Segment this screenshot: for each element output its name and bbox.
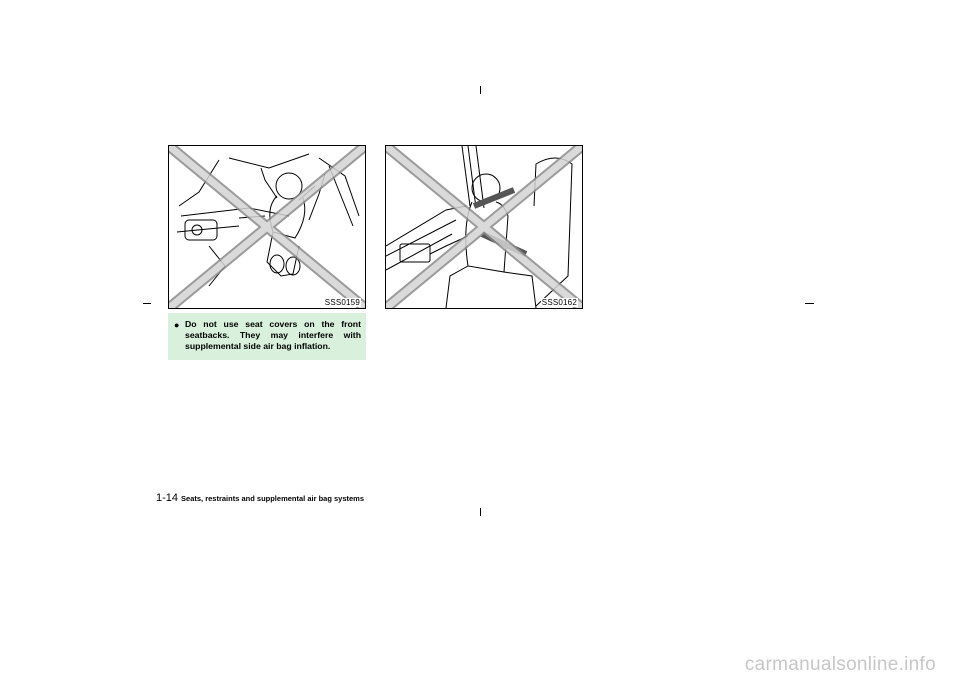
child-seatbelt-illustration bbox=[386, 146, 582, 308]
warning-note bbox=[168, 313, 366, 360]
figure-code: SSS0162 bbox=[541, 298, 577, 307]
figure-code: SSS0159 bbox=[324, 298, 360, 307]
figure-child-dashboard bbox=[168, 145, 366, 309]
crop-mark-bottom bbox=[480, 508, 481, 516]
watermark: carmanualsonline.info bbox=[744, 654, 936, 675]
crop-mark-right bbox=[805, 303, 814, 304]
figure-child-seatbelt bbox=[385, 145, 583, 309]
section-title: Seats, restraints and supplemental air bag systems bbox=[181, 494, 365, 503]
bullet-icon: ● bbox=[174, 320, 180, 330]
page-footer bbox=[156, 488, 364, 506]
page-number: 1-14 bbox=[156, 492, 179, 504]
child-dashboard-illustration bbox=[169, 146, 365, 308]
warning-note-text: Do not use seat covers on the front seatbacks. They may interfere with supplemental side air bag inflation. bbox=[185, 319, 361, 351]
crop-mark-top bbox=[480, 86, 481, 94]
crop-mark-left bbox=[143, 303, 151, 304]
